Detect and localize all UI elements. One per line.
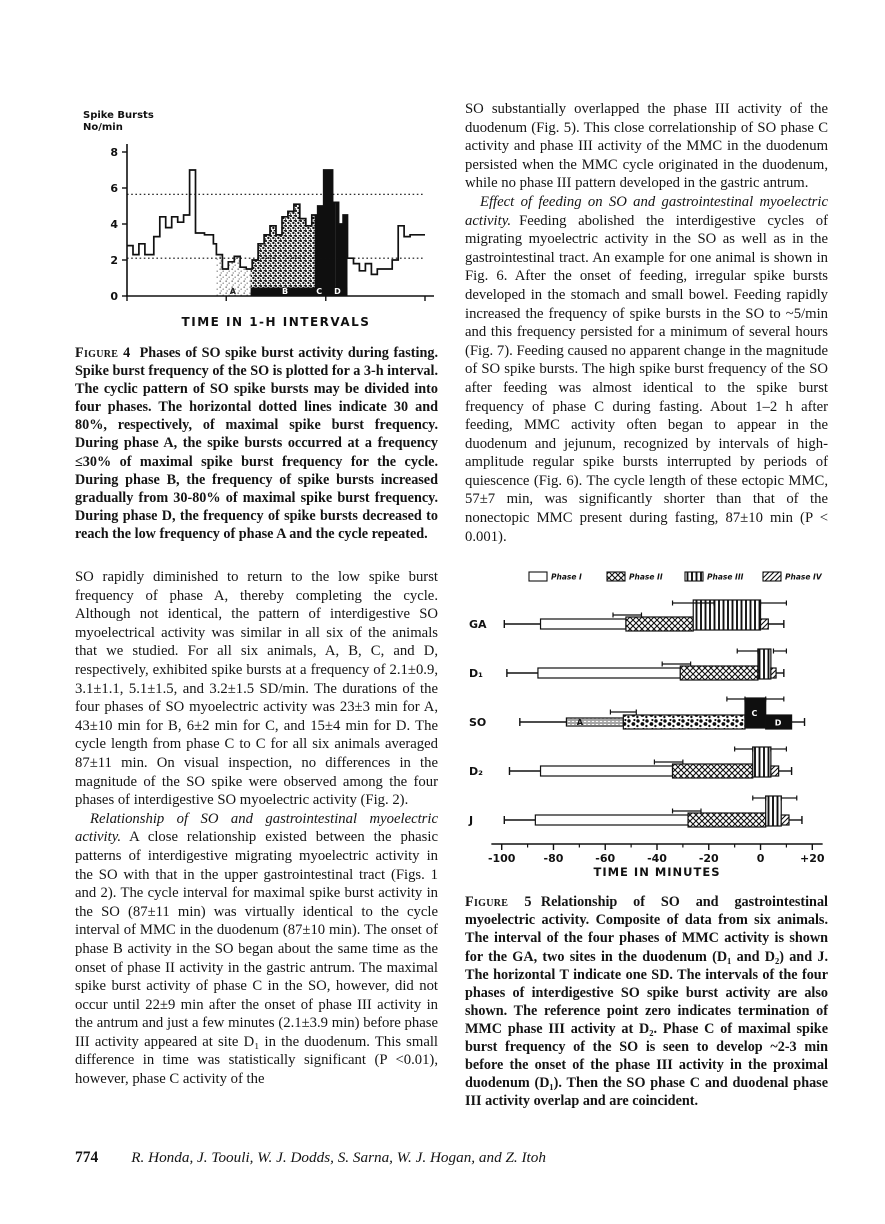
right-column — [465, 100, 828, 1110]
svg-text:4: 4 — [110, 218, 118, 231]
svg-text:+20: +20 — [800, 852, 825, 866]
right-paragraph-2-lead: Effect of feeding on SO and gastrointestinal myoelectric activity. — [465, 193, 828, 229]
left-paragraph-2-text: A close relationship existed between the phasic patterns of interdigestive migrating myoelectric activity in the SO with that in the upper gastrointestinal tract (Figs. 1 and 2). The cycle interval for maximal spike burst activity in the SO (87±11 min) was virtually identical to the cycle interval of MMC in the duodenum (87±10 min). The onset of phase B activity in the SO began about the same time as the onset of phase II activity in the gastric antrum. The maximal spike burst activity of phase C in the SO, however, did not occur until 22±9 min after the onset of phase III activity in the antrum and just a few minutes (2.1±3.9 min) before phase III activity appeared at site D₁ in the duodenum. This small difference in time was statistically significant (P <0.01), however, phase C activity of the — [75, 829, 438, 1088]
svg-text:D₂: D₂ — [469, 765, 483, 779]
figure4-chart — [75, 100, 438, 341]
figure4-caption — [75, 344, 438, 543]
page-number: 774 — [75, 1149, 99, 1166]
right-paragraph-2-text: Feeding abolished the interdigestive cycles of migrating myoelectric activity in the SO as well as in the gastrointestinal tract. An example for one animal is shown in Fig. 6. After the onset of feeding, irregular spike bursts developed in the stomach and small bowel. Feeding rapidly increased the frequency of spike bursts in the SO to ~5/min and this frequency persisted for a minimum of several hours (Fig. 7). Feeding caused no apparent change in the magnitude of SO spike bursts. The high spike burst frequency of the SO after feeding was almost identical to the spike burst frequency of phase C during fasting. About 1–2 h after feeding, MMC activity often began to appear in the duodenum and jejunum, recognized by intervals of high-amplitude regular spike bursts interrupted by periods of quiescence (Fig. 6). The cycle length of these ectopic MMC, 57±7 min, was significantly shorter than that of the nonectopic MMC present during fasting, 87±10 min (P < 0.001). — [465, 212, 828, 545]
right-paragraph-2 — [465, 193, 828, 546]
figure4-svg — [75, 100, 437, 336]
figure5-caption-text: Relationship of SO and gastrointestinal myoelectric activity. Composite of data from six animals. The interval of the four phases of MMC activity is shown for the GA, two sites in the duodenum (D₁ and D₂) and J. The horizontal T indicate one SD. The intervals of the four phases of interdigestive SO spike burst activity are also shown. The reference point zero indicates termination of MMC phase III activity at D₂. Phase C of maximal spike burst frequency of the SO is seen to develop ~2-3 min before the onset of the phase III activity in the proximal duodenum (D₁). Then the SO phase C and duodenal phase III activity overlap and are coincident. — [465, 894, 828, 1110]
svg-text:6: 6 — [110, 182, 118, 195]
svg-text:J: J — [469, 814, 474, 828]
left-paragraph-2-lead: Relationship of SO and gastrointestinal myoelectric activity. — [75, 810, 438, 846]
right-paragraph-1-text: SO substantially overlapped the phase III activity of the duodenum (Fig. 5). This close correlationship of SO phase C activity and phase III activity of the MMC in the duodenum persisted when the MMC cycle originated in the duodenum, while no phase III pattern developed in the gastric antrum. — [465, 101, 828, 192]
svg-text:TIME IN MINUTES: TIME IN MINUTES — [593, 865, 721, 879]
figure4-caption-text: Phases of SO spike burst activity during fasting. Spike burst frequency of the SO is plotted for a 3-h interval. The cyclic pattern of SO spike bursts may be divided into four phases. The horizontal dotted lines indicate 30 and 80%, respectively, of maximal spike burst frequency. During phase A, the spike bursts occurred at a frequency ≤30% of maximal spike burst frequency for the cycle. During phase B, the frequency of spike bursts increased gradually from 30-80% of maximal spike burst frequency. During phase D, the frequency of spike bursts decreased to reach the low frequency of phase A and the cycle repeated. — [75, 345, 438, 542]
svg-text:-100: -100 — [487, 852, 516, 866]
svg-text:0: 0 — [110, 290, 118, 303]
right-paragraph-1 — [465, 100, 828, 193]
svg-text:-60: -60 — [595, 852, 616, 866]
svg-text:C: C — [316, 286, 323, 296]
svg-text:-40: -40 — [647, 852, 667, 866]
svg-text:Phase III: Phase III — [707, 572, 744, 582]
svg-text:8: 8 — [110, 146, 118, 159]
left-paragraph-2 — [75, 810, 438, 1089]
svg-text:A: A — [229, 286, 237, 296]
svg-text:Phase II: Phase II — [629, 572, 663, 582]
svg-text:C: C — [751, 709, 758, 719]
svg-text:No/min: No/min — [83, 122, 123, 133]
left-paragraph-1-text: SO rapidly diminished to return to the low spike burst frequency of phase A, thereby completing the cycle. Although not identical, the pattern of interdigestive SO myoelectrical activity was similar in all six of the animals that we studied. For all six animals, A, B, C, and D, respectively, exhibited spike bursts at a frequency of 2.1±0.9, 3.1±1.1, 5.1±1.5, and 3.2±1.5 SD/min. The durations of the four phases of SO myoelectric activity was 23±3 min for A, 43±10 min for B, 6±2 min for C, and 15±4 min for D. The cycle length from phase C to C for all six animals averaged 87±11 min. On visual inspection, no differences in the magnitude of the SO spike were observed among the four phases of interdigestive SO myoelectric activity (Fig. 2). — [75, 569, 438, 809]
running-authors: R. Honda, J. Toouli, W. J. Dodds, S. Sarna, W. J. Hogan, and Z. Itoh — [131, 1149, 546, 1166]
svg-text:B: B — [281, 286, 289, 296]
figure5 — [465, 566, 828, 1110]
figure4-caption-tag: Figure 4 — [75, 345, 131, 361]
svg-text:Spike Bursts: Spike Bursts — [83, 110, 154, 121]
svg-text:0: 0 — [756, 852, 765, 866]
page-footer — [75, 1149, 835, 1167]
svg-text:TIME IN 1-H INTERVALS: TIME IN 1-H INTERVALS — [181, 315, 371, 329]
svg-text:D₁: D₁ — [469, 667, 483, 681]
figure4 — [75, 100, 438, 543]
svg-text:Phase I: Phase I — [551, 572, 582, 582]
left-column — [75, 100, 438, 1089]
svg-text:Phase IV: Phase IV — [785, 572, 822, 582]
figure5-caption — [465, 893, 828, 1110]
figure5-chart — [465, 566, 828, 883]
svg-text:D: D — [774, 718, 782, 728]
svg-text:GA: GA — [469, 618, 487, 632]
figure5-svg — [465, 566, 837, 878]
svg-text:D: D — [334, 286, 341, 296]
svg-text:SO: SO — [469, 716, 487, 730]
svg-text:-20: -20 — [698, 852, 719, 866]
svg-text:2: 2 — [110, 254, 118, 267]
svg-text:A: A — [576, 718, 583, 728]
figure5-caption-tag: Figure 5 — [465, 894, 532, 911]
svg-text:-80: -80 — [543, 852, 564, 866]
left-paragraph-1 — [75, 568, 438, 810]
